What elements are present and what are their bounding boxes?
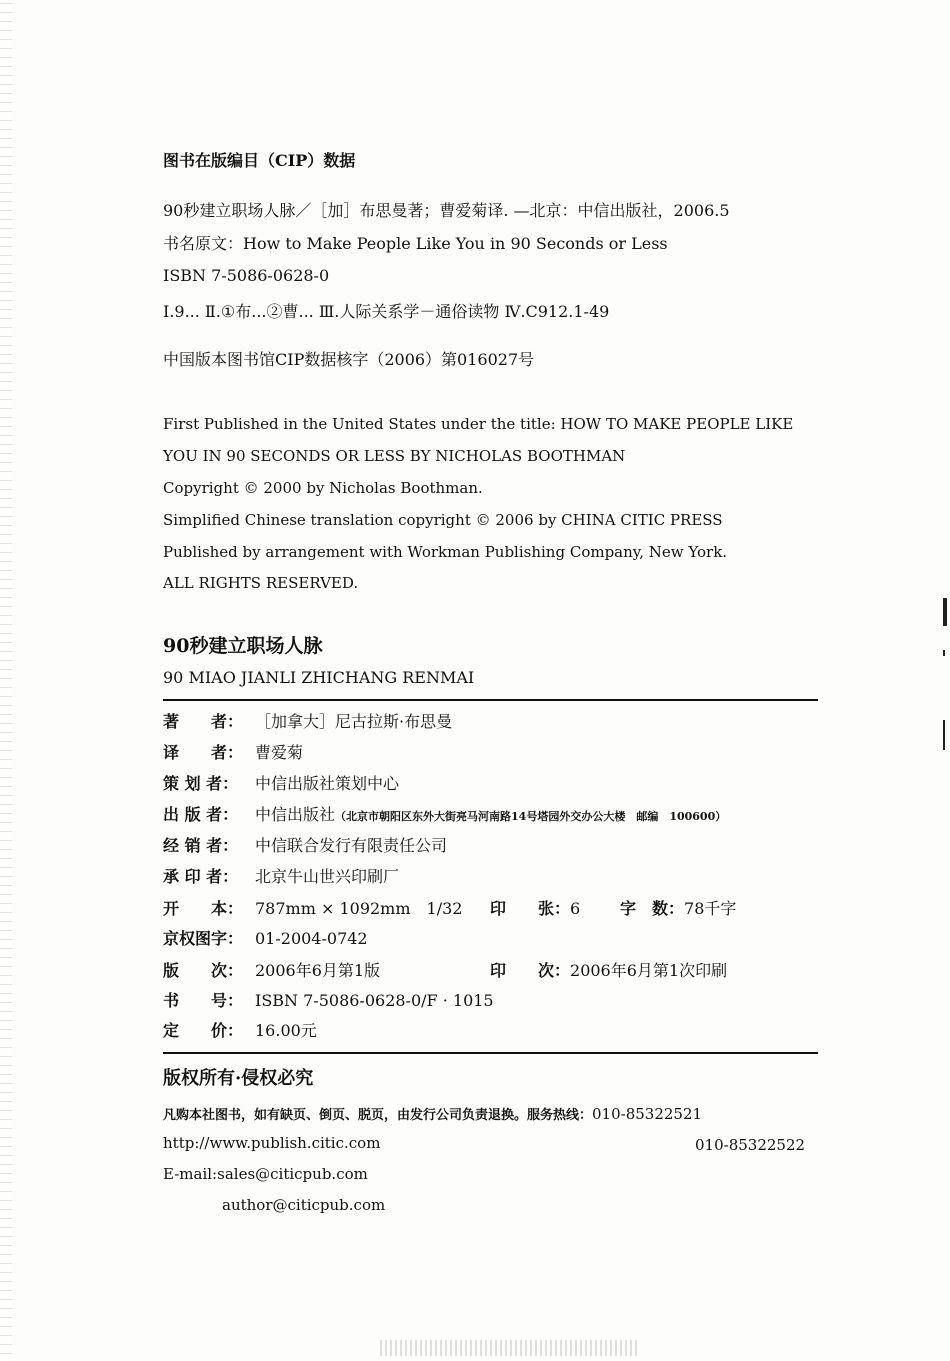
- divider: [163, 1052, 818, 1054]
- price-label: 定 价：: [163, 1021, 244, 1040]
- license-row: [163, 928, 368, 950]
- hotline-1: 010-85322521: [592, 1105, 703, 1123]
- return-notice: [163, 1104, 702, 1126]
- format-value: 787mm × 1092mm 1/32: [255, 899, 463, 918]
- email-author[interactable]: author@citicpub.com: [222, 1196, 386, 1214]
- printer-row: [163, 866, 399, 888]
- copyright-line: Simplified Chinese translation copyright © 2006 by CHINA CITIC PRESS: [163, 511, 723, 529]
- words-cell: [620, 898, 736, 920]
- license-value: 01-2004-0742: [255, 929, 368, 948]
- book-title-pinyin: 90 MIAO JIANLI ZHICHANG RENMAI: [163, 668, 475, 687]
- impression-value: 2006年6月第1次印刷: [570, 961, 728, 980]
- sheets-cell: [490, 898, 580, 920]
- cip-check-number: 中国版本图书馆CIP数据核字（2006）第016027号: [163, 350, 535, 369]
- author-label: 著 者：: [163, 712, 244, 731]
- author-value: ［加拿大］尼古拉斯·布思曼: [255, 712, 453, 731]
- planner-row: [163, 773, 399, 795]
- sheets-value: 6: [570, 899, 581, 918]
- publisher-label: 出 版 者：: [163, 805, 239, 824]
- scan-speck: [943, 598, 947, 626]
- impression-label: 印 次：: [490, 961, 571, 980]
- publisher-row: [163, 804, 726, 828]
- scan-noise: [380, 1340, 640, 1356]
- planner-label: 策 划 者：: [163, 774, 239, 793]
- copyright-line: ALL RIGHTS RESERVED.: [163, 574, 359, 592]
- planner-value: 中信出版社策划中心: [255, 774, 400, 793]
- hotline-2: 010-85322522: [695, 1136, 806, 1154]
- scan-speck: [943, 720, 945, 750]
- edition-row: [163, 960, 803, 982]
- email-sales[interactable]: sales@citicpub.com: [217, 1165, 368, 1183]
- translator-label: 译 者：: [163, 743, 244, 762]
- translator-value: 曹爱菊: [255, 743, 304, 762]
- format-label: 开 本：: [163, 899, 244, 918]
- price-value: 16.00元: [255, 1021, 317, 1040]
- isbn-row: [163, 990, 494, 1012]
- cip-isbn: ISBN 7-5086-0628-0: [163, 266, 330, 285]
- cip-classification: Ⅰ.9... Ⅱ.①布...②曹... Ⅲ.人际关系学－通俗读物 Ⅳ.C912.1-49: [163, 302, 610, 321]
- license-label: 京权图字：: [163, 929, 244, 948]
- edition-value: 2006年6月第1版: [255, 961, 381, 980]
- cip-line-1: 90秒建立职场人脉／［加］布思曼著；曹爱菊译. —北京：中信出版社，2006.5: [163, 201, 730, 220]
- cip-line-2: 书名原文：How to Make People Like You in 90 Seconds or Less: [163, 234, 668, 253]
- distributor-label: 经 销 者：: [163, 836, 239, 855]
- email-row: [163, 1164, 368, 1184]
- author-row: [163, 711, 452, 733]
- website-link[interactable]: http://www.publish.citic.com: [163, 1134, 381, 1152]
- publisher-address: （北京市朝阳区东外大街亮马河南路14号塔园外交办公大楼 邮编 100600）: [335, 810, 727, 823]
- price-row: [163, 1020, 317, 1042]
- sheets-label: 印 张：: [490, 899, 571, 918]
- copyright-line: YOU IN 90 SECONDS OR LESS BY NICHOLAS BOOTHMAN: [163, 447, 626, 465]
- translator-row: [163, 742, 303, 764]
- rights-reserved: 版权所有·侵权必究: [163, 1068, 314, 1089]
- divider: [163, 699, 818, 701]
- copyright-line: Copyright © 2000 by Nicholas Boothman.: [163, 479, 483, 497]
- words-value: 78千字: [684, 899, 737, 918]
- printer-label: 承 印 者：: [163, 867, 239, 886]
- email-label: E-mail:: [163, 1165, 218, 1183]
- return-notice-text: 凡购本社图书，如有缺页、倒页、脱页，由发行公司负责退换。服务热线：: [163, 1108, 593, 1123]
- edition-label: 版 次：: [163, 961, 244, 980]
- copyright-line: First Published in the United States under the title: HOW TO MAKE PEOPLE LIKE: [163, 415, 794, 433]
- isbn-value: ISBN 7-5086-0628-0/F · 1015: [255, 991, 494, 1010]
- format-row: [163, 898, 763, 920]
- cip-title: 图书在版编目（CIP）数据: [163, 151, 356, 170]
- copyright-line: Published by arrangement with Workman Publishing Company, New York.: [163, 543, 728, 561]
- isbn-label: 书 号：: [163, 991, 244, 1010]
- scan-speck: [943, 650, 945, 656]
- book-title-cn: 90秒建立职场人脉: [163, 635, 323, 657]
- impression-cell: [490, 960, 727, 982]
- words-label: 字 数：: [620, 899, 685, 918]
- printer-value: 北京牛山世兴印刷厂: [255, 867, 400, 886]
- publisher-value: 中信出版社: [255, 805, 336, 824]
- distributor-row: [163, 835, 447, 857]
- distributor-value: 中信联合发行有限责任公司: [255, 836, 448, 855]
- scan-left-edge: [0, 0, 12, 1361]
